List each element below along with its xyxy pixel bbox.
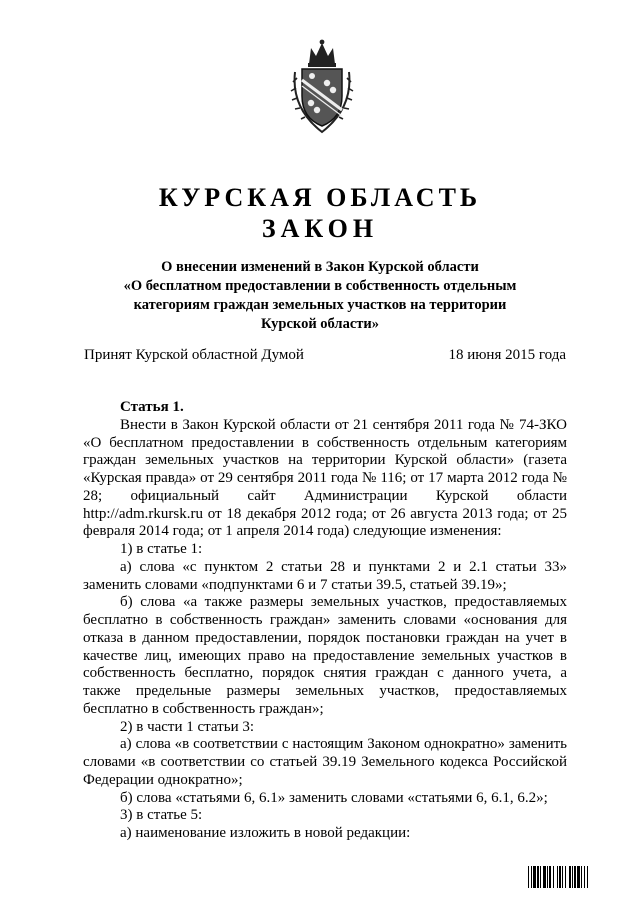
article-body xyxy=(83,399,567,843)
article-paragraph: 1) в статье 1: xyxy=(120,541,203,557)
law-title-line: О внесении изменений в Закон Курской области xyxy=(161,259,479,275)
law-title-line: Курской области» xyxy=(261,316,379,332)
article-paragraph: а) слова «в соответствии с настоящим Законом однократно» заменить словами «в соответствии со статьей 39.19 Земельного кодекса Российской Федерации однократно»; xyxy=(83,736,567,788)
adoption-date: 18 июня 2015 года xyxy=(448,347,566,363)
article-paragraph: а) наименование изложить в новой редакции: xyxy=(120,825,411,841)
document-type-heading: ЗАКОН xyxy=(261,214,379,243)
law-title-line: категориям граждан земельных участков на территории xyxy=(133,297,507,313)
law-title-line: «О бесплатном предоставлении в собственность отдельным xyxy=(123,278,517,294)
article-paragraph: Внести в Закон Курской области от 21 сентября 2011 года № 74-ЗКО «О бесплатном предоставлении в собственность отдельным категориям граждан земельных участков на территории Курской области» (газета «Курская правда» от 29 сентября 2011 года № 116; от 17 марта 2012 года № 28; официальный сайт Администрации Курской области http://adm.rkursk.ru от 18 декабря 2012 года; от 26 августа 2013 года; от 25 февраля 2014 года; от 1 апреля 2014 года) следующие изменения: xyxy=(83,416,567,540)
article-paragraph: 2) в части 1 статьи 3: xyxy=(120,718,255,735)
article-paragraph: б) слова «а также размеры земельных участков, предоставляемых бесплатно в собственность граждан» заменить словами «основания для отказа в данном предоставлении, порядок постановки граждан на учет в качестве лиц, имеющих право на предоставление земельных участков в собственность бесплатно, порядок снятия граждан с данного учета, а также предельные размеры земельных участков, предоставляемых бесплатно в собственность граждан»; xyxy=(83,594,567,717)
article-heading: Статья 1. xyxy=(120,399,184,415)
article-paragraph: а) слова «с пунктом 2 статьи 28 и пунктами 2 и 2.1 статьи 33» заменить словами «подпунктами 6 и 7 статьи 39.5, статьей 39.19»; xyxy=(83,558,567,593)
article-paragraph: б) слова «статьями 6, 6.1» заменить словами «статьями 6, 6.1, 6.2»; xyxy=(120,789,548,806)
article-paragraph: 3) в статье 5: xyxy=(120,807,203,824)
adopted-by: Принят Курской областной Думой xyxy=(84,347,304,363)
barcode-icon xyxy=(528,866,624,888)
law-title xyxy=(100,258,540,334)
region-heading: КУРСКАЯ ОБЛАСТЬ xyxy=(158,183,482,212)
coat-of-arms-icon xyxy=(289,38,355,136)
